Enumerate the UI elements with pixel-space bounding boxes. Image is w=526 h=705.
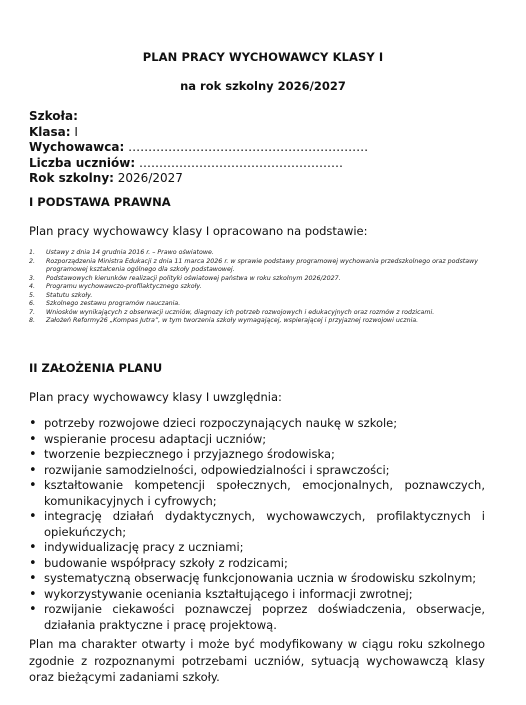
list-item: 3. Podstawowych kierunków realizacji polityki oświatowej państwa w roku szkolnym 2026/2027. xyxy=(29,274,341,282)
document-subtitle: na rok szkolny 2026/2027 xyxy=(180,79,346,93)
list-item: • rozwijanie ciekawości poznawczej poprzez doświadczenia, obserwacje, działania praktyczne i pracę projektową. xyxy=(29,602,485,632)
students-row xyxy=(29,156,368,172)
list-item: • wykorzystywanie oceniania kształtującego i informacji zwrotnej; xyxy=(29,586,413,602)
list-item: 7. Wniosków wynikających z obserwacji uczniów, diagnozy ich potrzeb rozwojowych i edukacyjnych oraz rozmów z rodzicami. xyxy=(29,308,435,316)
year-label: Rok szkolny: xyxy=(29,171,114,185)
class-value: I xyxy=(74,124,78,139)
teacher-value: …………………………………………………… xyxy=(128,140,369,154)
list-item: 1. Ustawy z dnia 14 grudnia 2016 r. – Prawo oświatowe. xyxy=(29,249,214,256)
list-item: • systematyczną obserwację funkcjonowania ucznia w środowisku szkolnym; xyxy=(29,571,477,586)
legal-basis-list xyxy=(29,249,489,326)
list-item: 6. Szkolnego zestawu programów nauczania. xyxy=(29,300,181,307)
bullet-icon: • xyxy=(29,447,37,462)
students-value: …………………………………………… xyxy=(138,155,343,170)
class-row xyxy=(29,125,368,141)
class-label: Klasa: xyxy=(29,124,71,139)
list-item: • integrację działań dydaktycznych, wychowawczych, profilaktycznych i opiekuńczych; xyxy=(29,509,485,539)
year-row xyxy=(29,171,368,187)
closing-paragraph: Plan ma charakter otwarty i może być modyfikowany w ciągu roku szkolnego zgodnie z rozpoznanymi potrzebami uczniów, sytuacją wychowawczą klasy oraz bieżącymi zadaniami szkoły. xyxy=(29,637,485,684)
list-item: • rozwijanie samodzielności, odpowiedzialności i sprawczości; xyxy=(29,462,390,478)
list-item: • wspieranie procesu adaptacji uczniów; xyxy=(29,431,267,447)
legal-basis-intro: Plan pracy wychowawcy klasy I opracowano na podstawie: xyxy=(29,224,368,238)
school-label: Szkoła: xyxy=(29,109,78,123)
bullet-icon: • xyxy=(29,602,37,617)
bullet-icon: • xyxy=(29,509,37,524)
list-item: 5. Statutu szkoły. xyxy=(29,291,93,299)
list-item: • tworzenie bezpiecznego i przyjaznego środowiska; xyxy=(29,447,335,462)
list-item: 8. Założeń Reformy26 „Kompas Jutra”, w tym tworzenia szkoły wymagającej, wspierającej i przyjaznej rozwojowi ucznia. xyxy=(29,317,419,324)
list-item: 2. Rozporządzenia Ministra Edukacji z dnia 11 marca 2026 r. w sprawie podstawy programowej wychowania przedszkolnego oraz podstawy programowej kształcenia ogólnego dla szkoły podstawowej. xyxy=(29,257,479,273)
list-item: • indywidualizację pracy z uczniami; xyxy=(29,540,244,555)
document-title: PLAN PRACY WYCHOWAWCY KLASY I xyxy=(142,50,384,64)
year-value: 2026/2027 xyxy=(117,171,183,185)
info-block xyxy=(29,109,368,187)
bullet-icon: • xyxy=(29,478,37,493)
bullet-icon: • xyxy=(29,540,37,555)
school-row xyxy=(29,109,368,125)
bullet-icon: • xyxy=(29,571,37,586)
teacher-label: Wychowawca: xyxy=(29,140,125,154)
section-heading-assumptions: II ZAŁOŻENIA PLANU xyxy=(29,361,163,375)
students-label: Liczba uczniów: xyxy=(29,155,136,170)
bullet-icon: • xyxy=(29,462,37,478)
bullet-icon: • xyxy=(29,416,37,431)
assumptions-list xyxy=(29,416,485,633)
teacher-row xyxy=(29,140,368,156)
assumptions-intro: Plan pracy wychowawcy klasy I uwzględnia: xyxy=(29,390,282,404)
bullet-icon: • xyxy=(29,586,37,602)
section-heading-legal-basis: I PODSTAWA PRAWNA xyxy=(29,195,171,209)
list-item: 4. Programu wychowawczo-profilaktycznego szkoły. xyxy=(29,283,202,290)
list-item: • budowanie współpracy szkoły z rodzicami; xyxy=(29,555,288,571)
bullet-icon: • xyxy=(29,555,37,571)
list-item: • kształtowanie kompetencji społecznych, emocjonalnych, poznawczych, komunikacyjnych i cyfrowych; xyxy=(29,478,485,508)
list-item: • potrzeby rozwojowe dzieci rozpoczynających naukę w szkole; xyxy=(29,416,398,431)
bullet-icon: • xyxy=(29,431,37,447)
